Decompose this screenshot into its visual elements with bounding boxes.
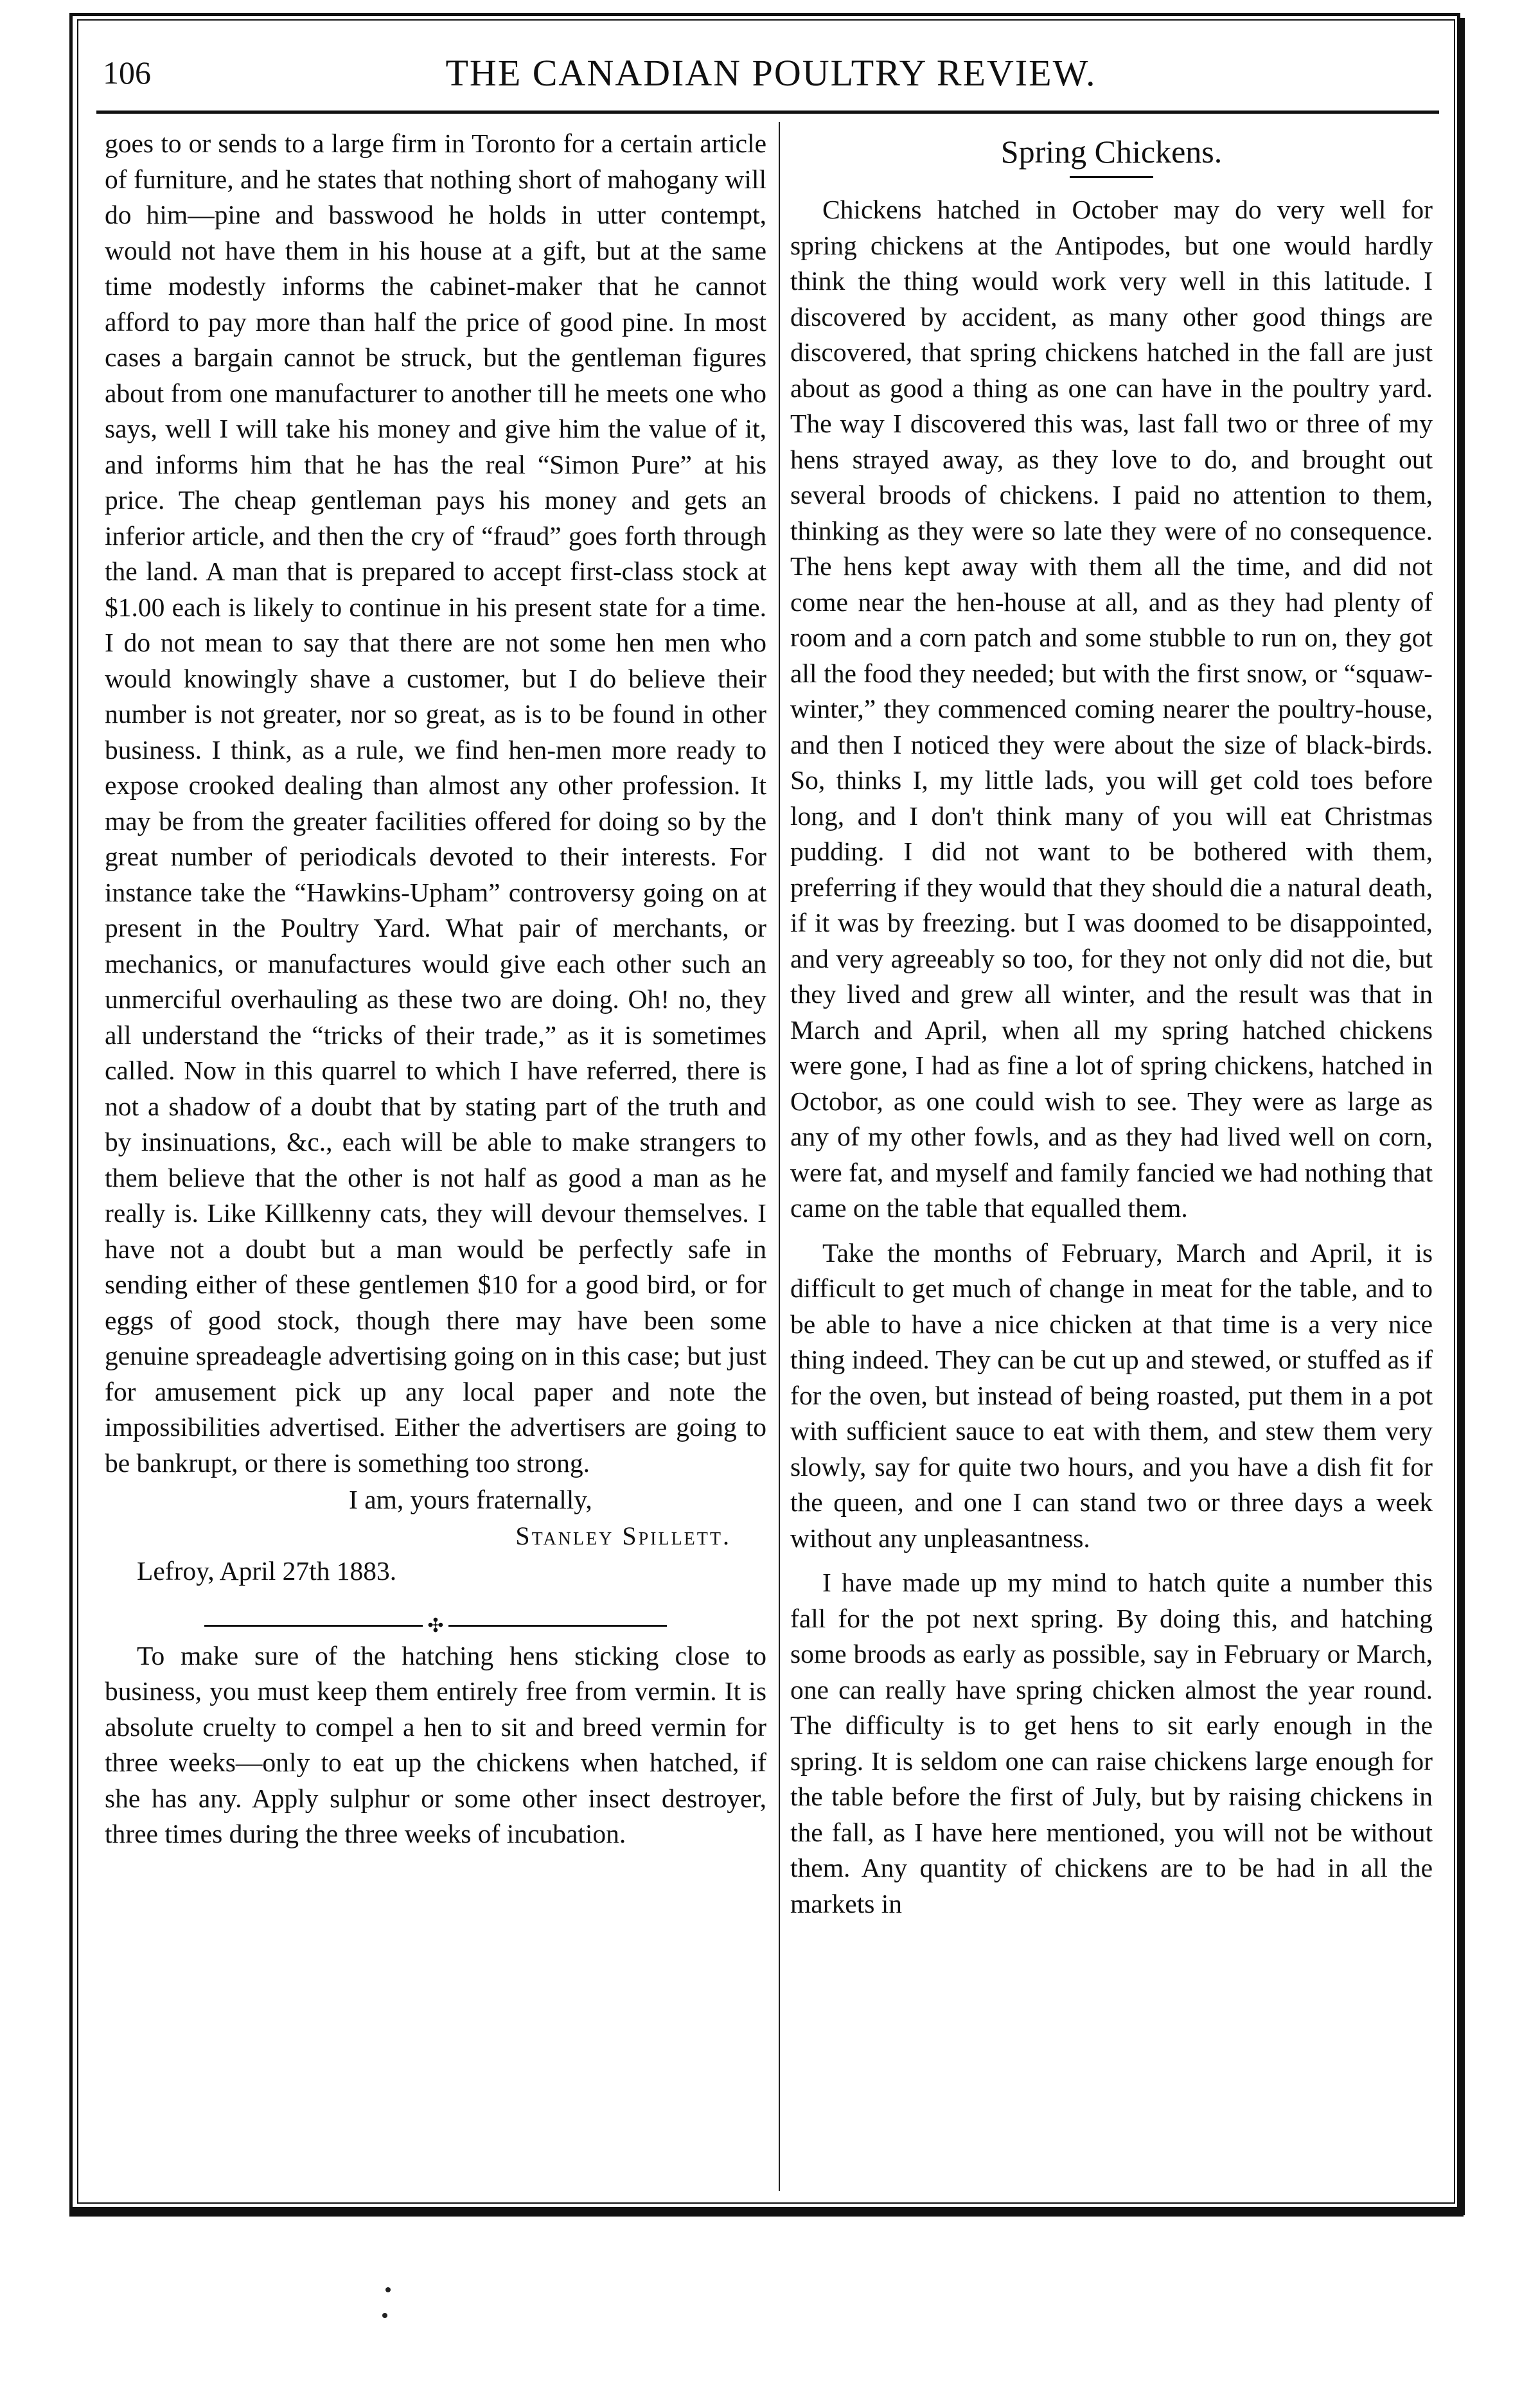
- title-rule: [1070, 176, 1153, 178]
- stray-ink-dot: [385, 2287, 391, 2292]
- page-shadow-right: [1457, 18, 1465, 2215]
- article-paragraph-3: I have made up my mind to hatch quite a number this fall for the pot next spring. By doing this, and hatching some broods as early as possible, say in February or March, one can really have spring chicken almost the year round. The difficulty is to get hens to sit early enough in the spring. It is seldom one can raise chickens large enough for the table before the first of July, but by raising chickens in the fall, as I have here mentioned, you will not be without them. Any quantity of chickens are to be had in all the markets in: [790, 1568, 1433, 1918]
- ornament-bar-left: [204, 1625, 423, 1627]
- stray-ink-dot: [382, 2313, 387, 2318]
- article-title: Spring Chickens.: [1000, 134, 1223, 170]
- ornament-bar-right: [448, 1625, 667, 1627]
- letter-place-date: Lefroy, April 27th 1883.: [137, 1556, 397, 1586]
- left-column: [105, 126, 766, 1852]
- article-paragraph-2: Take the months of February, March and April, it is difficult to get much of change in meat for the table, and to be able to have a nice chicken at that time is a very nice thing indeed. They can be cut up and stewed, or stuffed as if for the oven, but instead of being roasted, put them in a pot with sufficient sauce to eat with them, and stew them very slowly, say for quite two hours, and you have a dish fit for the queen, and one I can stand two or three days a week without any unpleasantness.: [790, 1237, 1433, 1553]
- hatching-note: To make sure of the hatching hens sticking close to business, you must keep them entirely free from vermin. It is absolute cruelty to compel a hen to sit and breed vermin for three weeks—only to eat up the chickens when hatched, if she has any. Apply sulphur or some other insect destroyer, three times during the three weeks of incubation.: [105, 1640, 766, 1848]
- page-shadow-bottom: [69, 2208, 1464, 2217]
- letter-closing: I am, yours fraternally,: [349, 1485, 592, 1514]
- page-number: 106: [103, 55, 151, 91]
- section-ornament: [105, 1606, 766, 1637]
- ornament-knot-icon: ✣: [427, 1615, 444, 1637]
- right-column: [790, 126, 1433, 1922]
- letter-body: goes to or sends to a large firm in Toronto for a certain article of furniture, and he states that nothing short of mahogany will do him—pine and basswood he holds in utter contempt, would not have them in his house at a gift, but at the same time modestly informs the cabinet-maker that he cannot afford to pay more than half the price of good pine. In most cases a bargain cannot be struck, but the gentleman figures about from one manufacturer to another till he meets one who says, well I will take his money and give him the value of it, and informs him that he has the real “Simon Pure” at his price. The cheap gentleman pays his money and gets an inferior article, and then the cry of “fraud” goes forth through the land. A man that is prepared to accept first-class stock at $1.00 each is likely to continue in his present state for a time. I do not mean to say that there are not some hen men who would knowingly shave a customer, but I do believe their number is not greater, nor so great, as is to be found in other business. I think, as a rule, we find hen-men more ready to expose crooked dealing than almost any other profession. It may be from the greater facilities offered for doing so by the great number of periodicals devoted to their interests. For instance take the “Hawkins-Upham” controversy going on at present in the Poultry Yard. What pair of merchants, or mechanics, or manufactures would give each other such an unmerciful overhauling as these two are doing. Oh! no, they all understand the “tricks of their trade,” as it is sometimes called. Now in this quarrel to which I have referred, there is not a shadow of a doubt that by stating part of the truth and by insinuations, &c., each will be able to make strangers to them believe that the other is not half as good a man as he really is. Like Killkenny cats, they will devour themselves. I have not a doubt but a man would be perfectly safe in sending either of these gentlemen $10 for a good bird, or for eggs of good stock, though there may have been some genuine spreadeagle advertising going on in this case; but just for amusement pick up any local paper and note the impossibilities advertised. Either the advertisers are going to be bankrupt, or there is something too strong.: [105, 128, 766, 1478]
- running-title: THE CANADIAN POULTRY REVIEW.: [445, 52, 1097, 94]
- page-header: [103, 51, 1439, 109]
- column-divider: [779, 122, 780, 2191]
- article-paragraph-1: Chickens hatched in October may do very well for spring chickens at the Antipodes, but one would hardly think the thing would work very well in this latitude. I discovered by accident, as many other good things are discovered, that spring chickens hatched in the fall are just about as good a thing as one can have in the poultry yard. The way I discovered this was, last fall two or three of my hens strayed away, as they love to do, and brought out several broods of chickens. I paid no attention to them, thinking as they were so late they were of no consequence. The hens kept away with them all the time, and did not come near the hen-house at all, and as they had plenty of room and a corn patch and some stubble to run on, they got all the food they needed; but with the first snow, or “squaw-winter,” they commenced coming nearer the poultry-house, and then I noticed they were about the size of black-birds. So, thinks I, my little lads, you will get cold toes before long, and I don't think many of you will eat Christmas pudding. I did not want to be bothered with them, preferring if they would that they should die a natural death, if it was by freezing. but I was doomed to be disappointed, and very agreeably so too, for they not only did not die, but they lived and grew all winter, and the result was that in March and April, when all my spring hatched chickens were gone, I had as fine a lot of spring chickens, hatched in Octobor, as one could wish to see. They were as large as any of my other fowls, and as they had lived well on corn, were fat, and myself and family fancied we had nothing that came on the table that equalled them.: [790, 195, 1433, 1223]
- header-rule: [96, 111, 1439, 114]
- letter-signature: Stanley Spillett.: [515, 1521, 731, 1550]
